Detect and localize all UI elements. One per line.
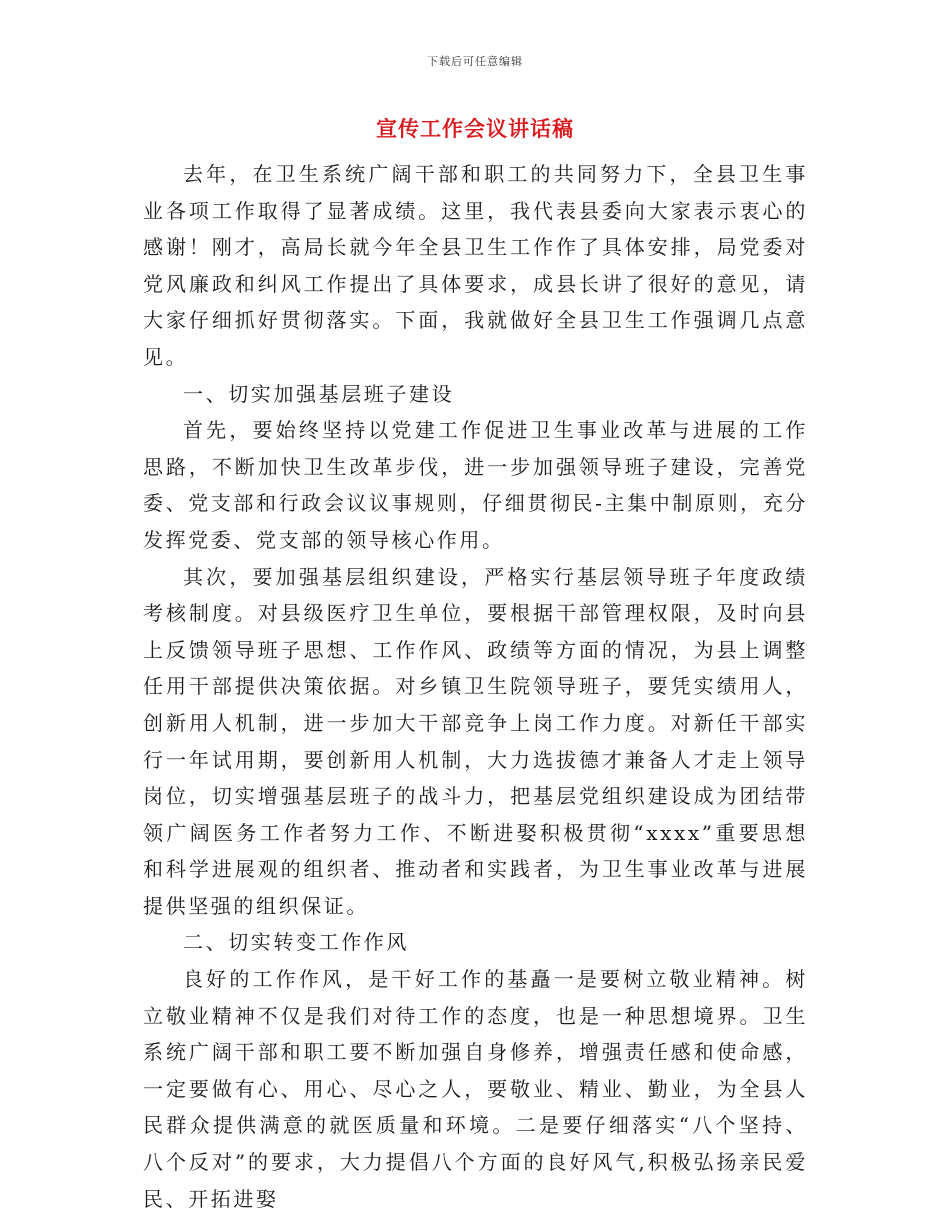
document-body	[143, 156, 808, 1217]
paragraph-intro: 去年，在卫生系统广阔干部和职工的共同努力下，全县卫生事业各项工作取得了显著成绩。这里，我代表县委向大家表示衷心的感谢！刚才，高局长就今年全县卫生工作作了具体安排，局党委对党风廉政和纠风工作提出了具体要求，成县长讲了很好的意见，请大家仔细抓好贯彻落实。下面，我就做好全县卫生工作强调几点意见。	[143, 162, 808, 369]
paragraph-section1-second: 其次，要加强基层组织建设，严格实行基层领导班子年度政绩考核制度。对县级医疗卫生单位，要根据干部管理权限，及时向县上反馈领导班子思想、工作作风、政绩等方面的情况，为县上调整任用干部提供决策依据。对乡镇卫生院领导班子，要凭实绩用人，创新用人机制，进一步加大干部竞争上岗工作力度。对新任干部实行一年试用期，要创新用人机制，大力选拔德才兼备人才走上领导岗位，切实增强基层班子的战斗力，把基层党组织建设成为团结带领广阔医务工作者努力工作、不断进娶积极贯彻“xxxx”重要思想和科学进展观的组织者、推动者和实践者，为卫生事业改革与进展提供坚强的组织保证。	[143, 564, 808, 918]
section-heading-2: 二、切实转变工作作风	[183, 930, 409, 955]
document-title: 宣传工作会议讲话稿	[376, 116, 574, 141]
paragraph-section1-first: 首先，要始终坚持以党建工作促进卫生事业改革与进展的工作思路，不断加快卫生改革步伐，进一步加强领导班子建设，完善党委、党支部和行政会议议事规则，仔细贯彻民-主集中制原则，充分发挥党委、党支部的领导核心作用。	[143, 418, 808, 552]
page-header-note: 下载后可任意编辑	[427, 55, 523, 68]
paragraph-section2-first: 良好的工作作风，是干好工作的基矗一是要树立敬业精神。树立敬业精神不仅是我们对待工作的态度，也是一种思想境界。卫生系统广阔干部和职工要不断加强自身修养，增强责任感和使命感，一定要做有心、用心、尽心之人，要敬业、精业、勤业，为全县人民群众提供满意的就医质量和环境。二是要仔细落实“八个坚持、八个反对”的要求，大力提倡八个方面的良好风气,积极弘扬亲民爱民、开拓进娶	[143, 967, 808, 1211]
section-heading-1: 一、切实加强基层班子建设	[183, 381, 455, 406]
